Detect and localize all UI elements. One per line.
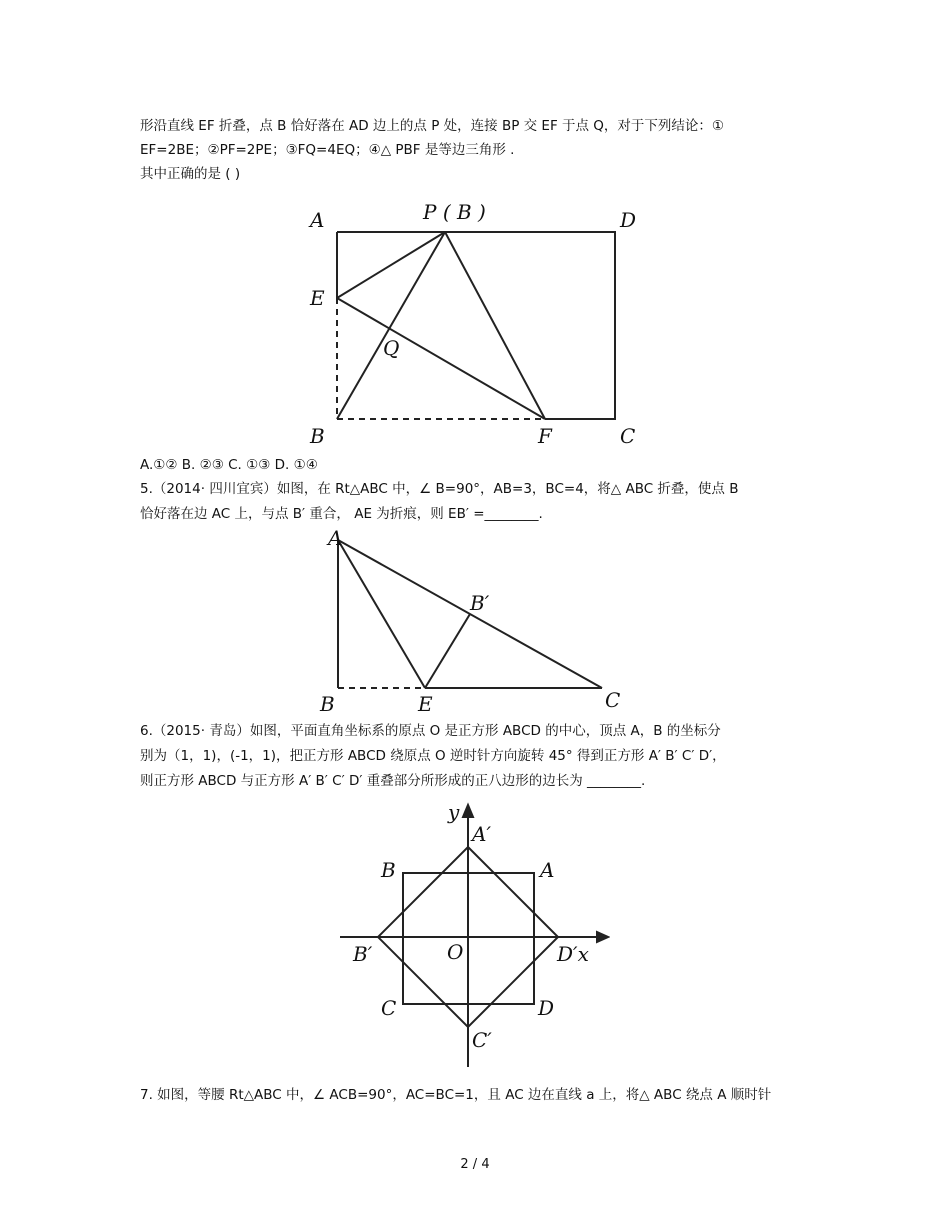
label-B: B [310, 424, 325, 448]
q6-figure-rotated-squares [335, 795, 610, 1075]
page-number: 2 / 4 [460, 1157, 490, 1172]
q5-figure-folded-triangle [300, 525, 640, 720]
label-E: E [310, 286, 325, 310]
q6-text-line2: 别为（1，1)，(-1，1)，把正方形 ABCD 绕原点 O 逆时针方向旋转 45° 得到正方形 A′ B′ C′ D′， [140, 748, 726, 764]
label-A: A [310, 208, 325, 232]
y-axis-arrow [463, 805, 473, 817]
q7-text-line1: 7. 如图，等腰 Rt△ABC 中，∠ ACB=90°，AC=BC=1，且 AC 边在直线 a 上，将△ ABC 绕点 A 顺时针 [140, 1087, 772, 1103]
q5-text-line2: 恰好落在边 AC 上，与点 B′ 重合， AE 为折痕，则 EB′ =________. [140, 506, 543, 522]
rect-outline [337, 232, 615, 419]
label-Q: Q [383, 336, 400, 360]
q5-text-line1: 5.（2014· 四川宜宾）如图，在 Rt△ABC 中，∠ B=90°，AB=3，BC=4，将△ ABC 折叠，使点 B [140, 481, 739, 497]
q4-text-line2: EF=2BE；②PF=2PE；③FQ=4EQ；④△ PBF 是等边三角形 . [140, 142, 515, 158]
label-A: A [540, 858, 555, 882]
label-B: B [381, 858, 396, 882]
q4-figure-folded-rectangle [300, 195, 650, 455]
segment-EF [337, 298, 545, 419]
label-E: E [418, 692, 433, 716]
x-axis-arrow [597, 932, 608, 942]
q6-text-line1: 6.（2015· 青岛）如图，平面直角坐标系的原点 O 是正方形 ABCD 的中心，顶点 A，B 的坐标分 [140, 723, 721, 739]
label-A-prime: A′ [472, 822, 491, 846]
segment-EP [337, 232, 445, 298]
q4-options: A.①② B. ②③ C. ①③ D. ①④ [140, 457, 318, 473]
label-B-prime: B′ [470, 591, 490, 615]
label-D-prime-x: D′x [557, 942, 589, 966]
label-B-prime: B′ [353, 942, 373, 966]
q4-text-line1: 形沿直线 EF 折叠，点 B 恰好落在 AD 边上的点 P 处，连接 BP 交 EF 于点 Q，对于下列结论：① [140, 118, 725, 134]
segment-EB-prime [425, 614, 470, 688]
label-C: C [605, 688, 621, 712]
label-y: y [448, 800, 460, 824]
label-C: C [620, 424, 636, 448]
segment-AE [338, 540, 425, 688]
label-D: D [620, 208, 637, 232]
label-A: A [328, 526, 343, 550]
q6-text-line3: 则正方形 ABCD 与正方形 A′ B′ C′ D′ 重叠部分所形成的正八边形的边长为 ________. [140, 773, 646, 789]
label-D: D [538, 996, 555, 1020]
label-O: O [447, 940, 464, 964]
segment-BP [337, 232, 445, 419]
label-P-B: P ( B ) [423, 200, 486, 224]
label-F: F [538, 424, 552, 448]
label-C-prime: C′ [472, 1028, 492, 1052]
label-C: C [381, 996, 397, 1020]
label-B: B [320, 692, 335, 716]
q4-text-line3: 其中正确的是 ( ) [140, 166, 241, 182]
